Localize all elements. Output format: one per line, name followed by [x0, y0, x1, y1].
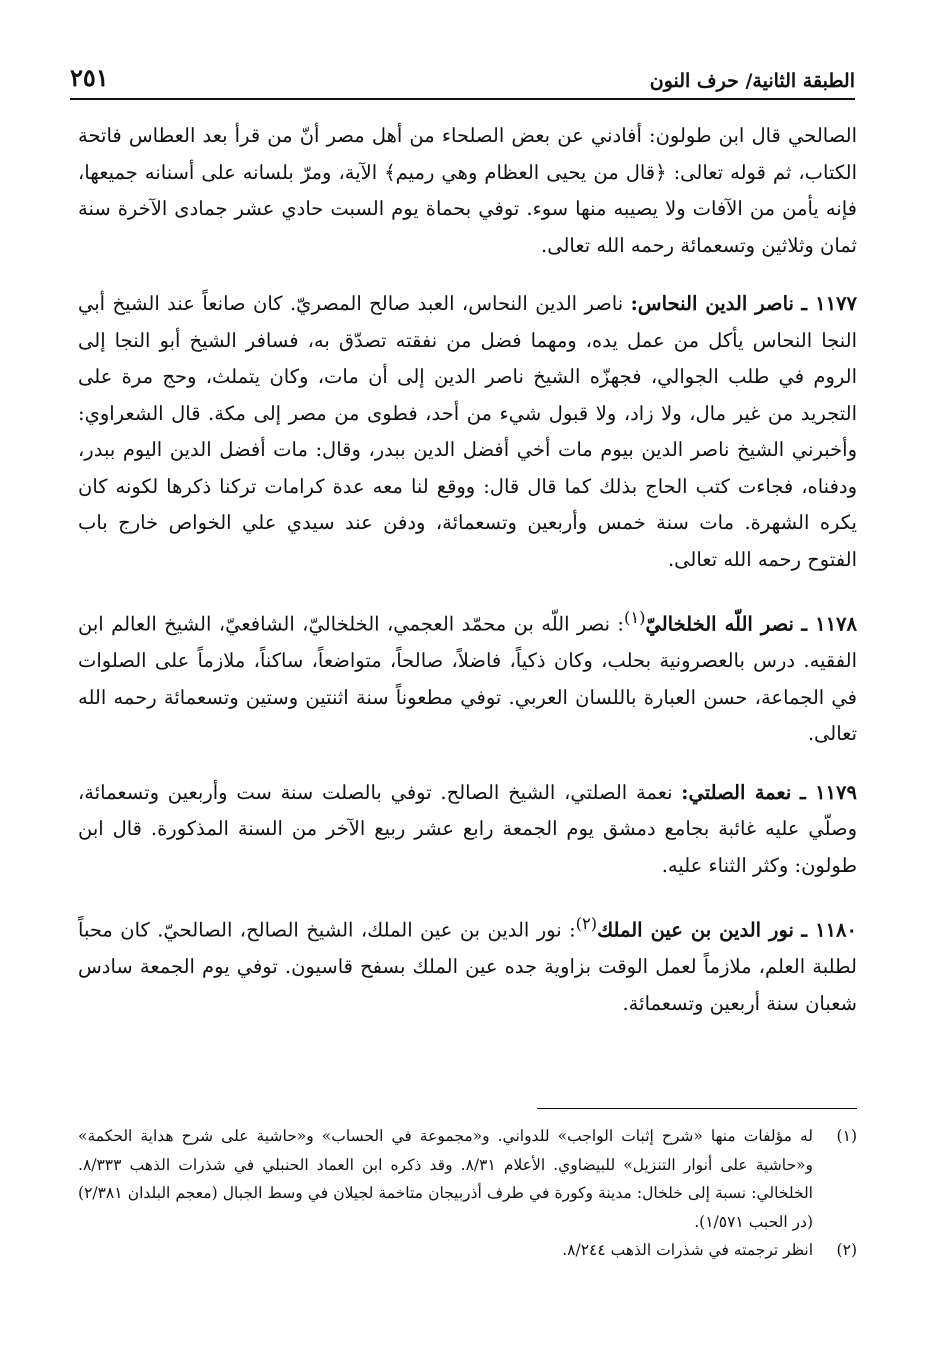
footnote [78, 1122, 857, 1236]
entry-text: نعمة الصلتي، الشيخ الصالح. توفي بالصلت سنة ست وأربعين وتسعمائة، وصلّي عليه غائبة بجامع دمشق يوم الجمعة رابع عشر ربيع الآخر من السنة المذكورة. قال ابن طولون: وكثر الثناء عليه. [78, 780, 857, 877]
page-number: ٢٥١ [70, 63, 109, 92]
entry-number: ١١٧٧ ـ [801, 292, 857, 315]
entry-1177 [78, 286, 857, 578]
entry-heading: ناصر الدين النحاس: [630, 292, 794, 315]
entry-1178 [78, 600, 857, 753]
entry-number: ١١٧٩ ـ [800, 780, 857, 804]
main-text [78, 118, 857, 1044]
entry-text: ناصر الدين النحاس، العبد صالح المصريّ. كان صانعاً عند الشيخ أبي النجا النحاس يأكل من عمل يده، ومهما فضل من نفقته تصدّق به، فسافر الشيخ أبو النجا إلى الروم في طلب الجوالي، فجهزّه الشيخ ناصر الدين إلى أن مات، وكان يتملث، وحج مرة على التجريد من غير مال، ولا زاد، ولا قبول شيء من أحد، فطوى من مصر إلى مكة. قال الشعراوي: وأخبرني الشيخ ناصر الدين بيوم مات أخي أفضل الدين ببدر، وقال: مات أفضل الدين اليوم ببدر، ودفناه، فجاءت كتب الحاج بذلك كما قال قال: ووقع لنا معه عدة كرامات تركنا ذكرها لكونه كان يكره الشهرة. مات سنة خمس وأربعين وتسعمائة، ودفن عند سيدي علي الخواص خارج باب الفتوح رحمه الله تعالى. [78, 292, 857, 571]
footnote-text: انظر ترجمته في شذرات الذهب ٨/٢٤٤. [562, 1241, 813, 1259]
entry-text: : نور الدين بن عين الملك، الشيخ الصالح، الصالحيّ. كان محباً لطلبة العلم، ملازماً لعمل الوقت بزاوية جده عين الملك بسفح قاسيون. توفي يوم الجمعة سادس شعبان سنة أربعين وتسعمائة. [78, 918, 857, 1015]
footnote-ref: (١) [624, 608, 646, 627]
footnotes [78, 1122, 857, 1265]
entry-heading: نصر اللّه الخلخاليّ [645, 612, 794, 636]
page-header [70, 52, 855, 100]
entry-number: ١١٧٨ ـ [801, 612, 857, 636]
paragraph-text: الصالحي قال ابن طولون: أفادني عن بعض الصلحاء من أهل مصر أنّ من قرأ بعد العطاس فاتحة الكتاب، ثم قوله تعالى: ﴿قال من يحيى العظام وهي رميم﴾ الآية، ومرّ بلسانه على أسنانه جميعها، فإنه يأمن من الآفات ولا يصيبه منها سوء. توفي بحماة يوم السبت حادي عشر جمادى الآخرة سنة ثمان وثلاثين وتسعمائة رحمه الله تعالى. [78, 124, 857, 257]
entry-heading: نور الدين بن عين الملك [597, 918, 794, 942]
footnote-text: له مؤلفات منها «شرح إثبات الواجب» للدواني. و«مجموعة في الحساب» و«حاشية على شرح هداية الحكمة» و«حاشية على أنوار التنزيل» للبيضاوي. الأعلام ٨/٣١. وقد ذكره ابن العماد الحنبلي في شذرات الذهب ٨/٣٣٣. الخلخالي: نسبة إلى خلخال: مدينة وكورة في طرف أذربيجان متاخمة لجيلان في وسط الجبال (معجم البلدان ٢/٣٨١) (در الحبب ١/٥٧١). [78, 1127, 813, 1231]
entry-1179 [78, 775, 857, 885]
entry-text: : نصر اللّه بن محمّد العجمي، الخلخاليّ، الشافعيّ، الشيخ العالم ابن الفقيه. درس بالعصرونية بحلب، وكان ذكياً، فاضلاً، صالحاً، متواضعاً، ساكناً، ملازماً على الصلوات في الجماعة، حسن العبارة باللسان العربي. توفي مطعوناً سنة اثنتين وستين وتسعمائة رحمه الله تعالى. [78, 612, 857, 745]
footnote-number: (٢) [836, 1241, 857, 1259]
running-head: الطبقة الثانية/ حرف النون [649, 70, 855, 92]
entry-heading: نعمة الصلتي: [681, 780, 792, 804]
entry-number: ١١٨٠ ـ [801, 918, 857, 942]
entry-1180 [78, 906, 857, 1022]
footnote [78, 1236, 857, 1265]
paragraph-continuation [78, 118, 857, 264]
footnote-ref: (٢) [575, 914, 598, 933]
footnote-number: (١) [836, 1127, 857, 1145]
footnote-separator [537, 1108, 857, 1109]
